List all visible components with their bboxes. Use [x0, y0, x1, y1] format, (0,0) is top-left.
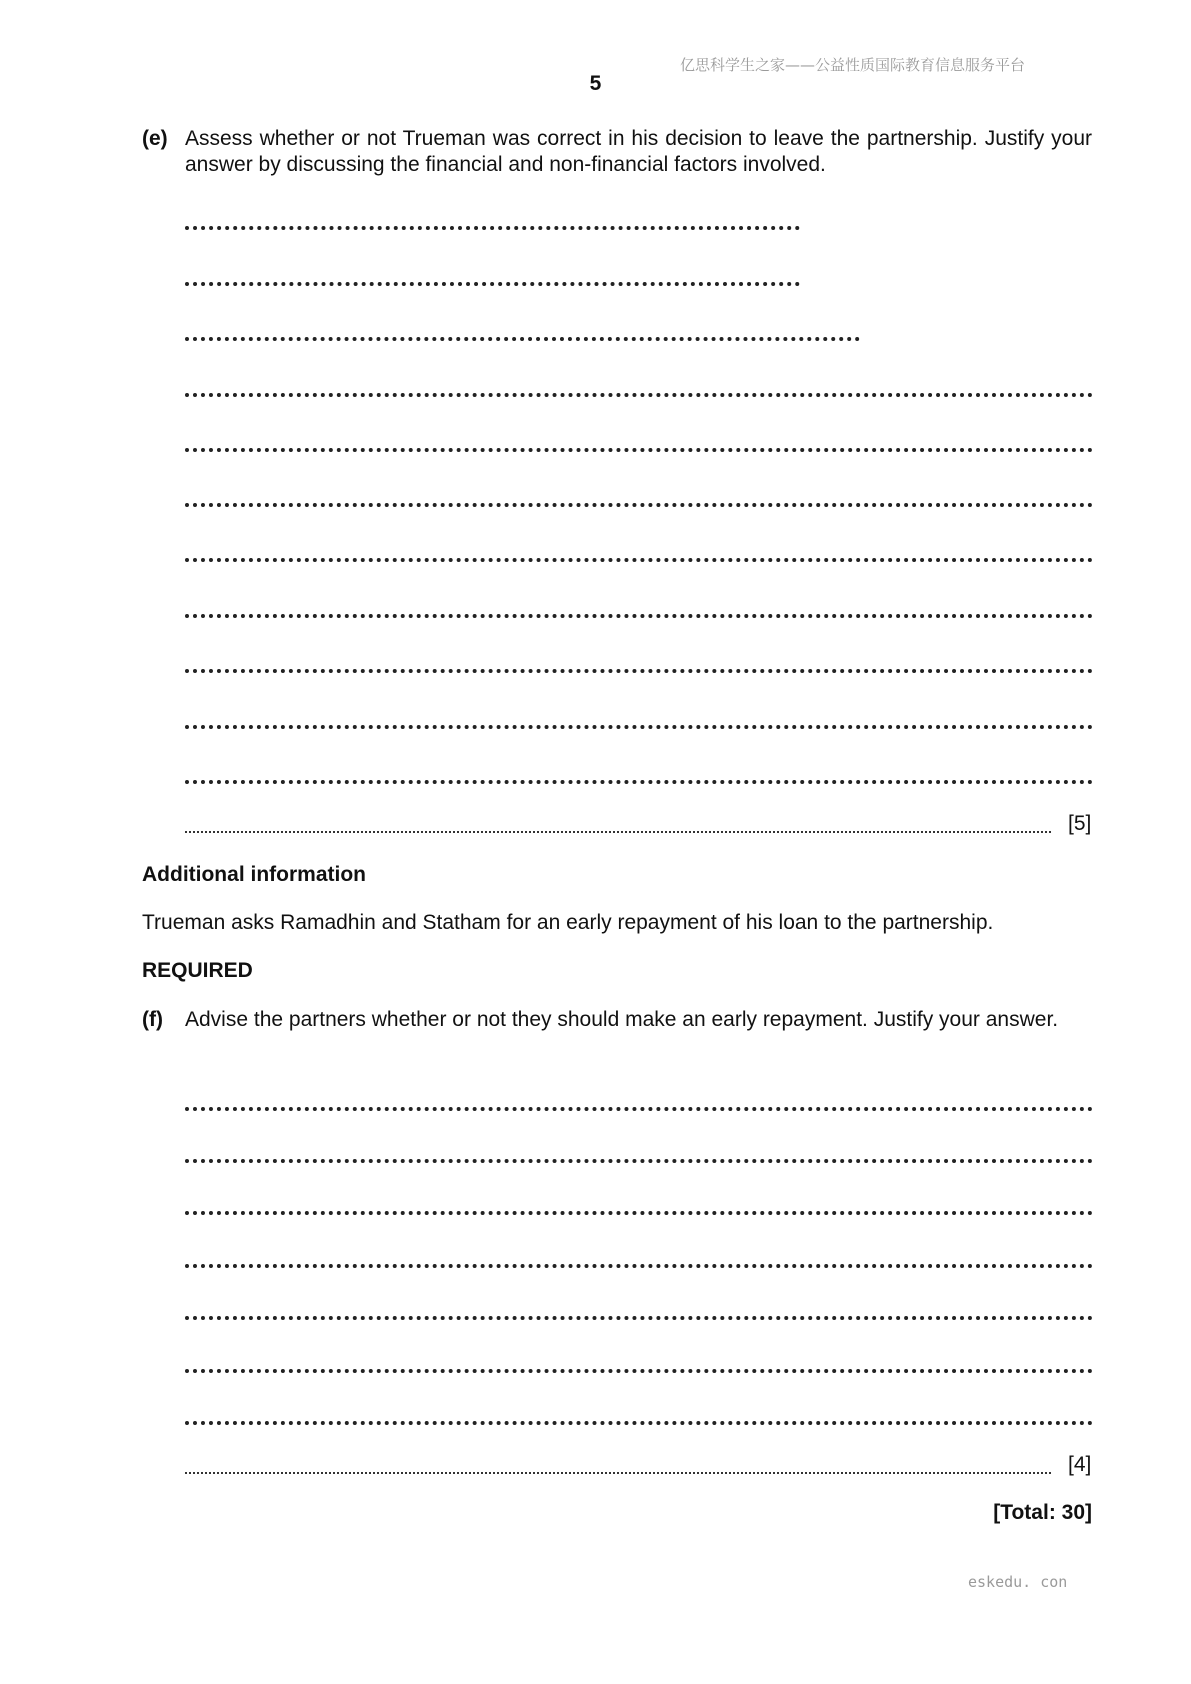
- question-f-marks: [4]: [1068, 1453, 1092, 1476]
- question-f: [142, 1007, 1092, 1033]
- question-e-text: Assess whether or not Trueman was correct in his decision to leave the partnership. Justify your answer by discussing the financial and non-financial factors involved.: [185, 127, 1092, 176]
- watermark-header: 亿思科学生之家——公益性质国际教育信息服务平台: [680, 56, 1026, 74]
- answer-line-e-8[interactable]: [185, 614, 1093, 618]
- answer-line-f-8[interactable]: [185, 1472, 1051, 1474]
- answer-line-f-5[interactable]: [185, 1316, 1093, 1320]
- answer-line-e-7[interactable]: [185, 558, 1093, 562]
- answer-line-e-3[interactable]: [185, 337, 860, 341]
- answer-line-e-2[interactable]: [185, 282, 800, 286]
- answer-line-f-7[interactable]: [185, 1421, 1093, 1425]
- question-e-label: (e): [142, 127, 168, 150]
- answer-line-e-12[interactable]: [185, 831, 1051, 833]
- watermark-footer: eskedu. con: [968, 1573, 1068, 1591]
- answer-line-e-10[interactable]: [185, 725, 1093, 729]
- answer-line-f-2[interactable]: [185, 1159, 1093, 1163]
- total-marks: [Total: 30]: [993, 1501, 1092, 1524]
- answer-line-f-6[interactable]: [185, 1369, 1093, 1373]
- question-e-marks: [5]: [1068, 812, 1092, 835]
- question-f-text: Advise the partners whether or not they should make an early repayment. Justify your answer.: [185, 1008, 1059, 1031]
- question-e: [142, 126, 1092, 178]
- additional-info-heading: Additional information: [142, 863, 366, 886]
- answer-line-f-4[interactable]: [185, 1264, 1093, 1268]
- answer-line-e-9[interactable]: [185, 669, 1093, 673]
- answer-line-f-1[interactable]: [185, 1107, 1093, 1111]
- answer-line-e-11[interactable]: [185, 780, 1093, 784]
- page-number: 5: [589, 72, 602, 95]
- answer-line-e-4[interactable]: [185, 393, 1093, 397]
- answer-line-f-3[interactable]: [185, 1211, 1093, 1215]
- answer-line-e-5[interactable]: [185, 448, 1093, 452]
- answer-line-e-1[interactable]: [185, 226, 800, 230]
- answer-line-e-6[interactable]: [185, 503, 1093, 507]
- question-f-label: (f): [142, 1008, 163, 1031]
- required-heading: REQUIRED: [142, 959, 253, 982]
- additional-info-text: Trueman asks Ramadhin and Statham for an early repayment of his loan to the partnership.: [142, 911, 994, 934]
